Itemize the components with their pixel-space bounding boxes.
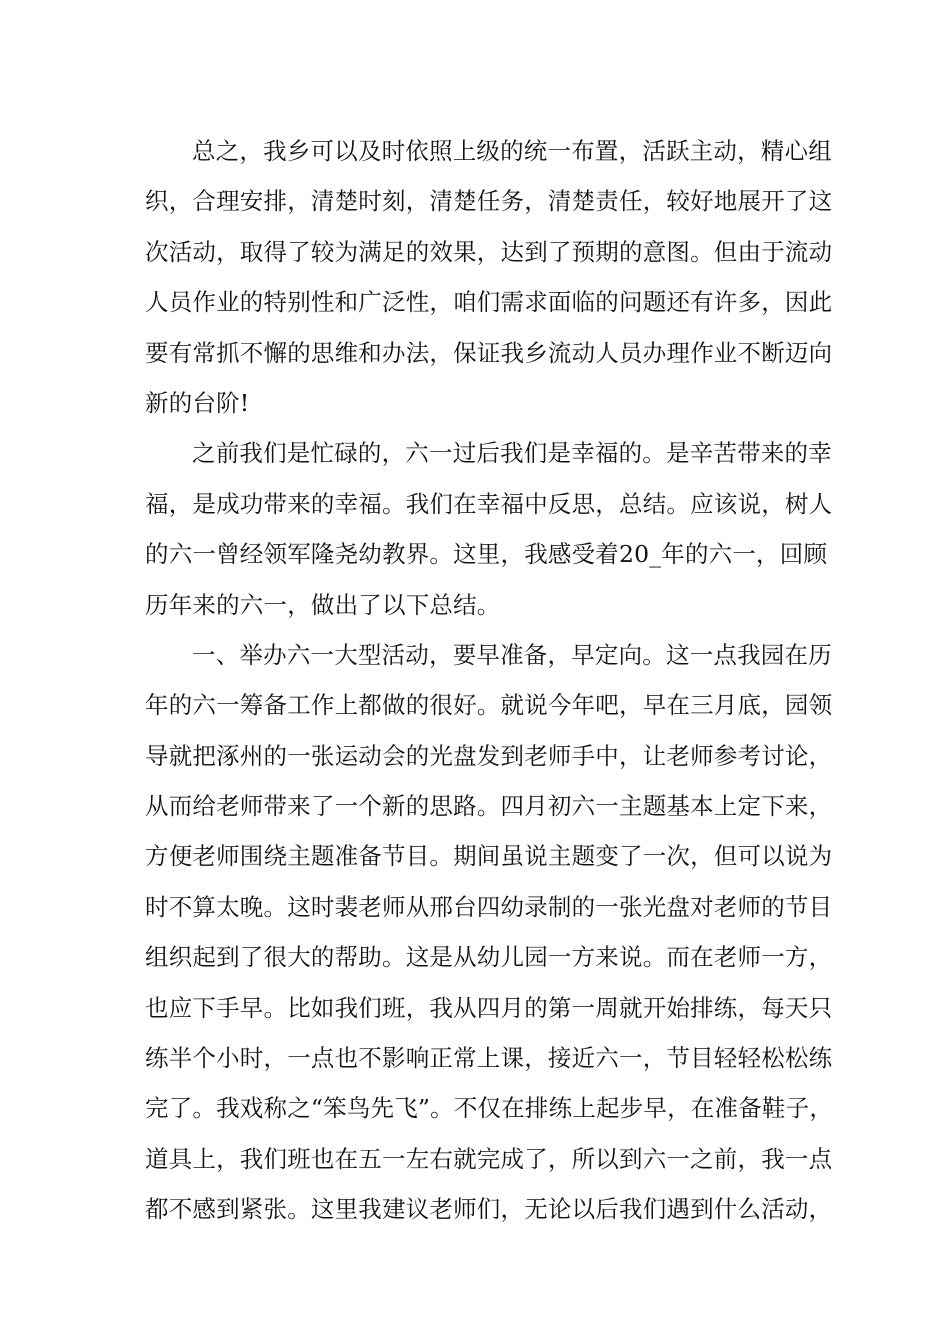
paragraph-2-line-2: 福，是成功带来的幸福。我们在幸福中反思，总结。应该说，树人 xyxy=(145,489,833,518)
paragraph-1-line-5: 要有常抓不懈的思维和办法，保证我乡流动人员办理作业不断迈向 xyxy=(145,338,833,367)
document-body xyxy=(145,126,835,1235)
paragraph-1-line-2: 织，合理安排，清楚时刻，清楚任务，清楚责任，较好地展开了这 xyxy=(145,187,833,216)
paragraph-3-line-10: 完了。我戏称之“笨鸟先飞”。不仅在排练上起步早，在准备鞋子， xyxy=(145,1094,834,1123)
paragraph-3-line-5: 方便老师围绕主题准备节目。期间虽说主题变了一次，但可以说为 xyxy=(145,842,833,871)
paragraph-1-line-6: 新的台阶! xyxy=(145,388,250,417)
paragraph-3-line-11: 道具上，我们班也在五一左右就完成了，所以到六一之前，我一点 xyxy=(145,1144,833,1173)
paragraph-1-line-4: 人员作业的特别性和广泛性，咱们需求面临的问题还有许多，因此 xyxy=(145,288,833,317)
paragraph-3-line-3: 导就把涿州的一张运动会的光盘发到老师手中，让老师参考讨论， xyxy=(145,741,833,770)
paragraph-2-line-4: 历年来的六一，做出了以下总结。 xyxy=(145,590,501,619)
paragraph-3-line-1: 一、举办六一大型活动，要早准备，早定向。这一点我园在历 xyxy=(192,640,832,669)
paragraph-3-line-12: 都不感到紧张。这里我建议老师们，无论以后我们遇到什么活动， xyxy=(145,1195,833,1224)
paragraph-3-line-6: 时不算太晚。这时裴老师从邢台四幼录制的一张光盘对老师的节目 xyxy=(145,892,833,921)
paragraph-3-line-2: 年的六一筹备工作上都做的很好。就说今年吧，早在三月底，园领 xyxy=(145,691,833,720)
paragraph-2-line-1: 之前我们是忙碌的，六一过后我们是幸福的。是辛苦带来的幸 xyxy=(192,439,832,468)
paragraph-3-line-8: 也应下手早。比如我们班，我从四月的第一周就开始排练，每天只 xyxy=(145,993,833,1022)
paragraph-2-line-3: 的六一曾经领军隆尧幼教界。这里，我感受着20_年的六一，回顾 xyxy=(145,540,828,569)
paragraph-1-line-3: 次活动，取得了较为满足的效果，达到了预期的意图。但由于流动 xyxy=(145,237,833,266)
paragraph-3-line-4: 从而给老师带来了一个新的思路。四月初六一主题基本上定下来， xyxy=(145,792,833,821)
paragraph-3-line-9: 练半个小时，一点也不影响正常上课，接近六一，节目轻轻松松练 xyxy=(145,1044,833,1073)
paragraph-3-line-7: 组织起到了很大的帮助。这是从幼儿园一方来说。而在老师一方， xyxy=(145,943,833,972)
paragraph-1-line-1: 总之，我乡可以及时依照上级的统一布置，活跃主动，精心组 xyxy=(192,137,832,165)
